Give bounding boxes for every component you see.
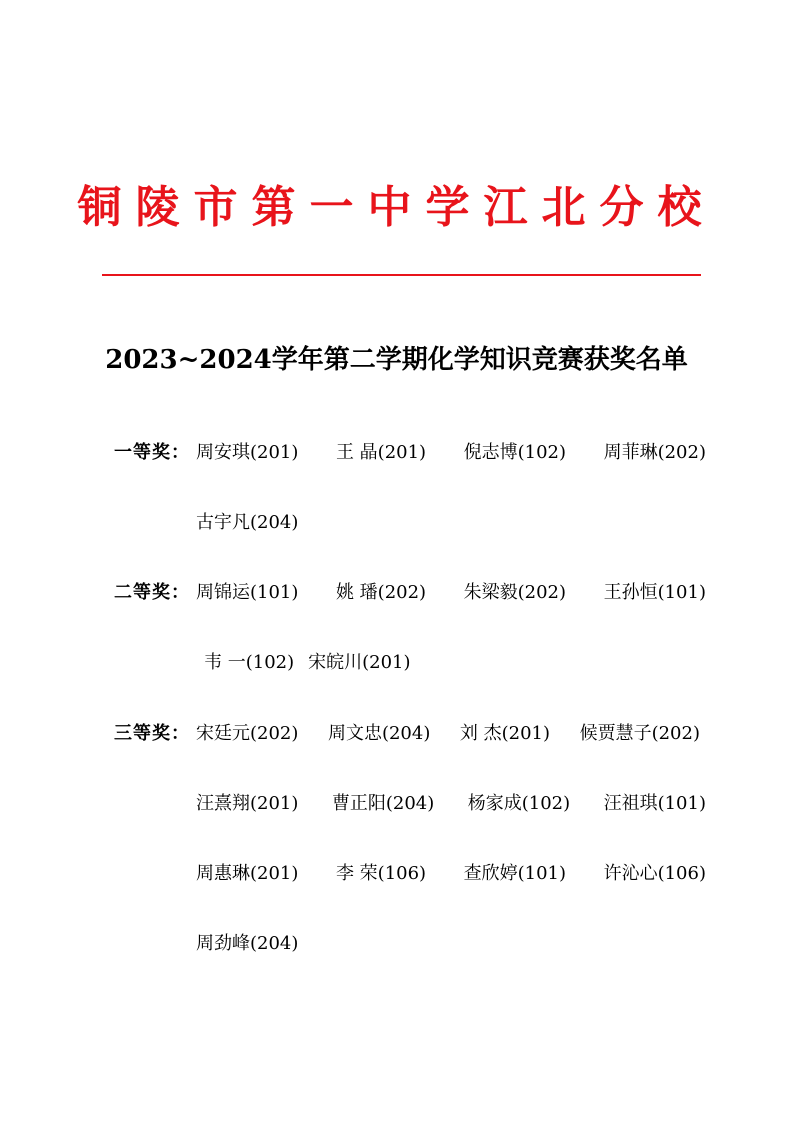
winner-name: 姚 璠(202) <box>335 582 427 603</box>
winner-name: 刘 杰(201) <box>459 723 551 744</box>
winner-name: 周安琪(201) <box>196 442 299 463</box>
second-prize-row-2 <box>0 648 793 678</box>
third-prize-names-line-4 <box>196 929 706 959</box>
winner-name: 汪祖琪(101) <box>603 793 706 814</box>
first-prize-row-1 <box>0 438 793 468</box>
third-prize-row-1 <box>0 719 793 749</box>
document-title: 2023~2024学年第二学期化学知识竞赛获奖名单 <box>105 345 688 375</box>
first-prize-names-line-2 <box>196 508 706 538</box>
third-prize-label: 三等奖： <box>114 723 190 744</box>
winner-name: 周文忠(204) <box>327 723 431 744</box>
winner-name: 杨家成(102) <box>467 793 571 814</box>
winner-name: 曹正阳(204) <box>331 793 435 814</box>
school-header-title: 铜陵市第一中学江北分校 <box>77 182 716 233</box>
header-divider <box>102 274 701 276</box>
second-prize-names-line-1 <box>196 578 706 608</box>
third-prize-names-line-3 <box>196 859 706 889</box>
winner-name: 李 荣(106) <box>335 863 427 884</box>
winner-name: 查欣婷(101) <box>463 863 567 884</box>
first-prize-names-line-1 <box>196 438 706 468</box>
first-prize-label: 一等奖： <box>114 442 190 463</box>
winner-name: 宋廷元(202) <box>196 723 299 744</box>
second-prize-label: 二等奖： <box>114 582 190 603</box>
winner-name: 王 晶(201) <box>335 442 427 463</box>
second-prize-row-1 <box>0 578 793 608</box>
winner-name: 朱梁毅(202) <box>463 582 567 603</box>
winner-name: 古宇凡(204) <box>196 512 299 533</box>
third-prize-row-3 <box>0 859 793 889</box>
winner-name: 王孙恒(101) <box>603 582 706 603</box>
winner-name: 周惠琳(201) <box>196 863 299 884</box>
winner-name: 周菲琳(202) <box>603 442 706 463</box>
winner-name: 汪熹翔(201) <box>196 793 299 814</box>
third-prize-row-2 <box>0 789 793 819</box>
first-prize-row-2 <box>0 508 793 538</box>
third-prize-row-4 <box>0 929 793 959</box>
third-prize-names-line-2 <box>196 789 706 819</box>
winner-name: 宋皖川(201) <box>308 652 411 673</box>
second-prize-names-line-2 <box>204 648 714 678</box>
winner-name: 韦 一(102) <box>204 652 295 673</box>
third-prize-names-line-1 <box>196 719 700 749</box>
winner-name: 候贾慧子(202) <box>579 723 700 744</box>
winner-name: 许沁心(106) <box>603 863 706 884</box>
winner-name: 周锦运(101) <box>196 582 299 603</box>
winner-name: 倪志博(102) <box>463 442 567 463</box>
winner-name: 周劲峰(204) <box>196 933 299 954</box>
